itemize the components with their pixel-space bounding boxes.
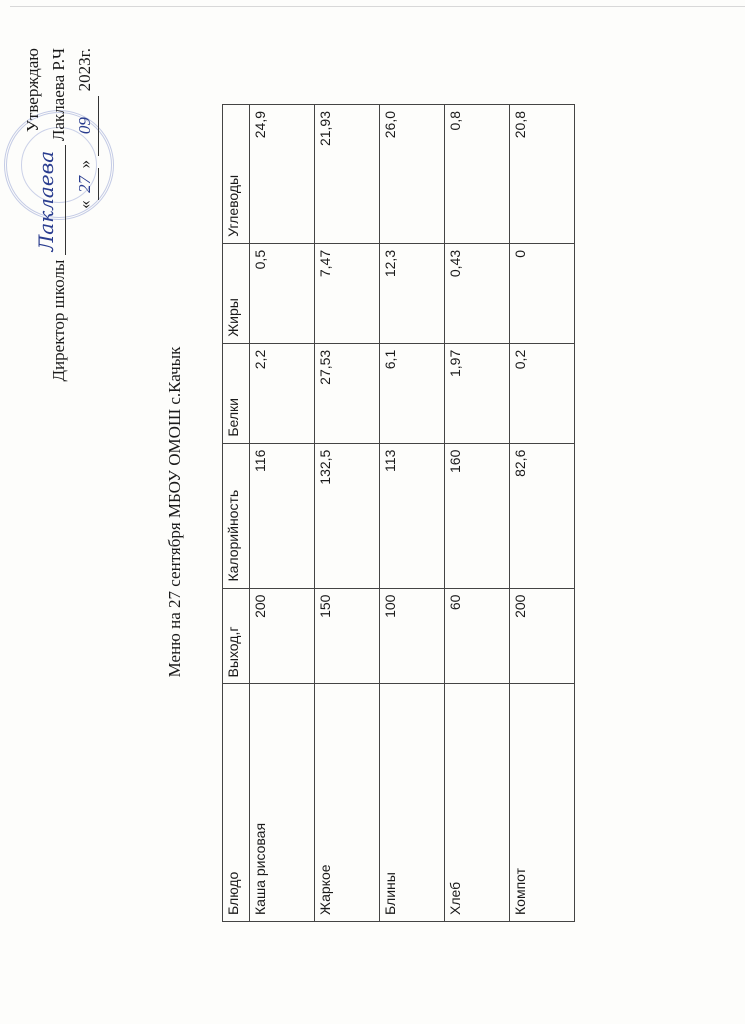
header-proteins: Белки (223, 343, 250, 443)
date-month: 09 (72, 96, 99, 156)
approve-label: Утверждаю (23, 48, 42, 133)
cell-calories: 116 (250, 443, 315, 588)
cell-proteins: 2,2 (250, 343, 315, 443)
cell-yield: 60 (445, 588, 510, 684)
cell-dish: Каша рисовая (250, 684, 315, 922)
cell-calories: 82,6 (510, 443, 575, 588)
director-name: Лаклаева Р.Ч (49, 48, 68, 142)
cell-proteins: 0,2 (510, 343, 575, 443)
cell-dish: Блины (380, 684, 445, 922)
cell-fats: 0,5 (250, 243, 315, 343)
header-fats: Жиры (223, 243, 250, 343)
director-line (34, 48, 72, 382)
cell-dish: Компот (510, 684, 575, 922)
cell-fats: 12,3 (380, 243, 445, 343)
header-calories: Калорийность (223, 443, 250, 588)
cell-fats: 0,43 (445, 243, 510, 343)
menu-table (222, 104, 575, 922)
cell-proteins: 27,53 (315, 343, 380, 443)
table-row (250, 105, 315, 922)
approval-date: «27» 09 2023г. (72, 48, 99, 382)
approval-block (20, 48, 99, 382)
cell-dish: Жаркое (315, 684, 380, 922)
cell-proteins: 6,1 (380, 343, 445, 443)
cell-fats: 7,47 (315, 243, 380, 343)
cell-dish: Хлеб (445, 684, 510, 922)
cell-carbs: 21,93 (315, 105, 380, 244)
cell-yield: 200 (250, 588, 315, 684)
cell-calories: 160 (445, 443, 510, 588)
cell-calories: 113 (380, 443, 445, 588)
director-position: Директор школы (49, 259, 68, 382)
cell-yield: 150 (315, 588, 380, 684)
table-header-row (223, 105, 250, 922)
table-row (315, 105, 380, 922)
date-day: 27 (72, 168, 99, 200)
cell-carbs: 24,9 (250, 105, 315, 244)
cell-proteins: 1,97 (445, 343, 510, 443)
header-yield: Выход,г (223, 588, 250, 684)
date-year: 2023г. (75, 48, 94, 92)
header-carbs: Углеводы (223, 105, 250, 244)
table-row (445, 105, 510, 922)
cell-fats: 0 (510, 243, 575, 343)
cell-carbs: 26,0 (380, 105, 445, 244)
signature-field (34, 145, 66, 255)
cell-carbs: 0,8 (445, 105, 510, 244)
cell-calories: 132,5 (315, 443, 380, 588)
header-dish: Блюдо (223, 684, 250, 922)
cell-yield: 100 (380, 588, 445, 684)
handwritten-signature: Лаклаева (34, 150, 58, 252)
page-title: Меню на 27 сентября МБОУ ОМОШ с.Качык (165, 346, 184, 678)
table-row (510, 105, 575, 922)
cell-yield: 200 (510, 588, 575, 684)
table-row (380, 105, 445, 922)
cell-carbs: 20,8 (510, 105, 575, 244)
